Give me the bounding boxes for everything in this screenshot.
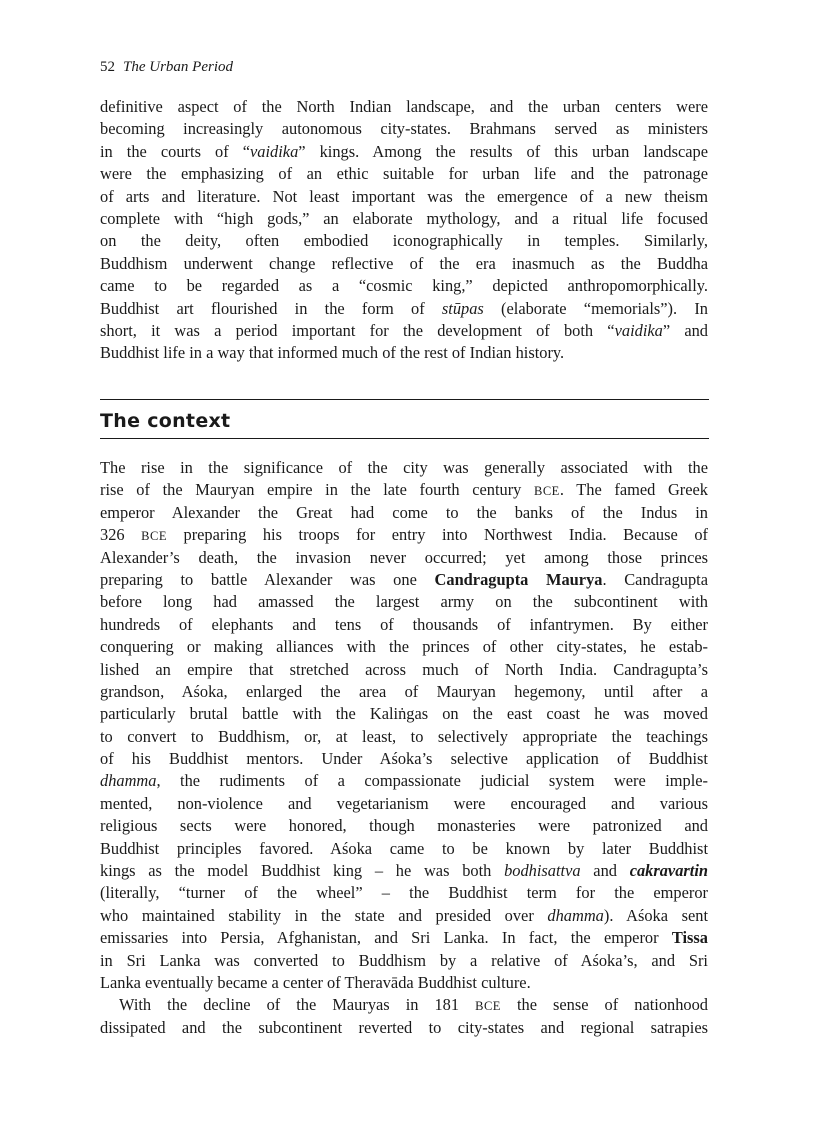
text-line <box>100 118 708 140</box>
text-run: on the deity, often embodied iconographically in temples. Similarly, <box>100 231 708 251</box>
text-line <box>100 815 708 837</box>
text-run: stūpas <box>441 298 484 318</box>
text-run: were the emphasizing of an ethic suitable for urban life and the patronage <box>100 164 708 184</box>
text-run: cakravartin <box>629 861 708 881</box>
text-line <box>100 748 708 770</box>
text-line <box>100 524 708 546</box>
text-line <box>100 838 708 860</box>
text-run: emperor Alexander the Great had come to the banks of the Indus in <box>100 502 708 522</box>
text-line <box>100 502 708 524</box>
text-run: mented, non-violence and vegetarianism were encouraged and various <box>100 793 708 813</box>
text-line <box>100 298 708 320</box>
text-line <box>100 342 708 364</box>
text-run: short, it was a period important for the development of both “ <box>100 320 615 340</box>
text-run: to convert to Buddhism, or, at least, to selectively appropriate the teachings <box>100 726 708 746</box>
text-run: definitive aspect of the North Indian landscape, and the urban centers were <box>100 97 708 116</box>
text-line <box>100 569 708 591</box>
text-run: Alexander’s death, the invasion never occurred; yet among those princes <box>100 547 708 567</box>
text-run: rise of the Mauryan empire in the late fourth century <box>100 480 534 500</box>
text-run: bodhisattva <box>504 861 581 881</box>
text-run: dhamma <box>100 771 157 791</box>
text-run: , the rudiments of a compassionate judicial system were imple- <box>156 771 708 791</box>
text-run: lished an empire that stretched across much of North India. Candragupta’s <box>100 659 708 679</box>
text-run: emissaries into Persia, Afghanistan, and Sri Lanka. In fact, the emperor <box>100 928 672 948</box>
text-line <box>100 547 708 569</box>
text-run: preparing his troops for entry into Northwest India. Because of <box>166 525 708 545</box>
text-run: Buddhism underwent change reflective of the era inasmuch as the Buddha <box>100 253 708 273</box>
text-line <box>100 659 708 681</box>
text-run: BCE <box>534 484 560 499</box>
text-line <box>100 208 708 230</box>
text-run: complete with “high gods,” an elaborate mythology, and a ritual life focused <box>100 208 708 228</box>
section-rule-top <box>100 399 709 400</box>
page-number: 52 <box>100 59 115 75</box>
text-line <box>100 141 708 163</box>
text-run: Buddhist life in a way that informed much of the rest of Indian history. <box>100 343 565 363</box>
text-line <box>100 994 708 1016</box>
context-body <box>100 457 708 1039</box>
text-run: religious sects were honored, though monasteries were patronized and <box>100 816 708 836</box>
text-run: BCE <box>475 999 501 1014</box>
text-line <box>100 905 708 927</box>
text-run: and <box>580 861 630 881</box>
running-head <box>100 57 233 77</box>
text-run: of his Buddhist mentors. Under Aśoka’s selective application of Buddhist <box>100 749 708 769</box>
text-run: vaidika <box>250 141 299 161</box>
text-line <box>100 163 708 185</box>
text-run: who maintained stability in the state and presided over <box>100 905 548 925</box>
text-line <box>100 770 708 792</box>
text-line <box>100 591 708 613</box>
text-line <box>100 860 708 882</box>
text-run: 326 <box>100 525 142 545</box>
text-run: Lanka eventually became a center of Theravāda Buddhist culture. <box>100 972 531 992</box>
text-run: becoming increasingly autonomous city-states. Brahmans served as ministers <box>100 119 708 139</box>
text-line <box>100 479 708 501</box>
text-run: vaidika <box>614 320 663 340</box>
text-line <box>100 1017 708 1039</box>
text-run: ” and <box>662 320 708 340</box>
text-line <box>100 253 708 275</box>
text-line <box>100 972 708 994</box>
text-line <box>100 726 708 748</box>
text-run: Candragupta Maurya <box>434 569 603 589</box>
text-line <box>100 793 708 815</box>
text-line <box>100 636 708 658</box>
text-run: ” kings. Among the results of this urban landscape <box>298 141 709 161</box>
text-run: BCE <box>141 529 167 544</box>
text-line <box>100 96 708 118</box>
text-line <box>100 927 708 949</box>
text-run: came to be regarded as a “cosmic king,” depicted anthropomorphically. <box>100 276 708 296</box>
text-line <box>100 186 708 208</box>
text-run: ). Aśoka sent <box>603 905 708 925</box>
text-run: (elaborate “memorials”). In <box>483 298 708 318</box>
text-run: kings as the model Buddhist king – he was both <box>100 861 505 881</box>
text-run: . The famed Greek <box>559 480 708 500</box>
text-line <box>100 882 708 904</box>
text-run: before long had amassed the largest army on the subcontinent with <box>100 592 708 612</box>
text-line <box>100 230 708 252</box>
text-run: of arts and literature. Not least important was the emergence of a new theism <box>100 186 708 206</box>
text-run: The rise in the significance of the city was generally associated with the <box>100 458 708 477</box>
text-run: Buddhist art flourished in the form of <box>100 298 442 318</box>
text-line <box>100 275 708 297</box>
intro-paragraph <box>100 96 708 365</box>
text-run: in Sri Lanka was converted to Buddhism by a relative of Aśoka’s, and Sri <box>100 950 708 970</box>
section-rule-bottom <box>100 438 709 439</box>
text-run: dhamma <box>547 905 604 925</box>
text-run: With the decline of the Mauryas in 181 <box>119 995 476 1015</box>
text-run: hundreds of elephants and tens of thousands of infantrymen. By either <box>100 614 708 634</box>
text-run: grandson, Aśoka, enlarged the area of Mauryan hegemony, until after a <box>100 681 708 701</box>
text-run: the sense of nationhood <box>500 995 708 1015</box>
text-run: Buddhist principles favored. Aśoka came to be known by later Buddhist <box>100 838 708 858</box>
text-line <box>100 681 708 703</box>
text-run: conquering or making alliances with the princes of other city-states, he estab- <box>100 637 708 657</box>
text-line <box>100 457 708 479</box>
text-run: in the courts of “ <box>100 141 251 161</box>
text-run: dissipated and the subcontinent reverted to city-states and regional satrapies <box>100 1017 708 1037</box>
text-run: (literally, “turner of the wheel” – the Buddhist term for the emperor <box>100 883 708 903</box>
text-run: Tissa <box>671 928 708 948</box>
text-line <box>100 320 708 342</box>
text-line <box>100 614 708 636</box>
section-heading: The context <box>100 410 231 432</box>
text-line <box>100 703 708 725</box>
text-run: preparing to battle Alexander was one <box>100 569 435 589</box>
text-run: particularly brutal battle with the Kaliṅgas on the east coast he was moved <box>100 704 708 724</box>
text-line <box>100 950 708 972</box>
running-head-title: The Urban Period <box>123 59 233 75</box>
text-run: . Candragupta <box>602 569 708 589</box>
